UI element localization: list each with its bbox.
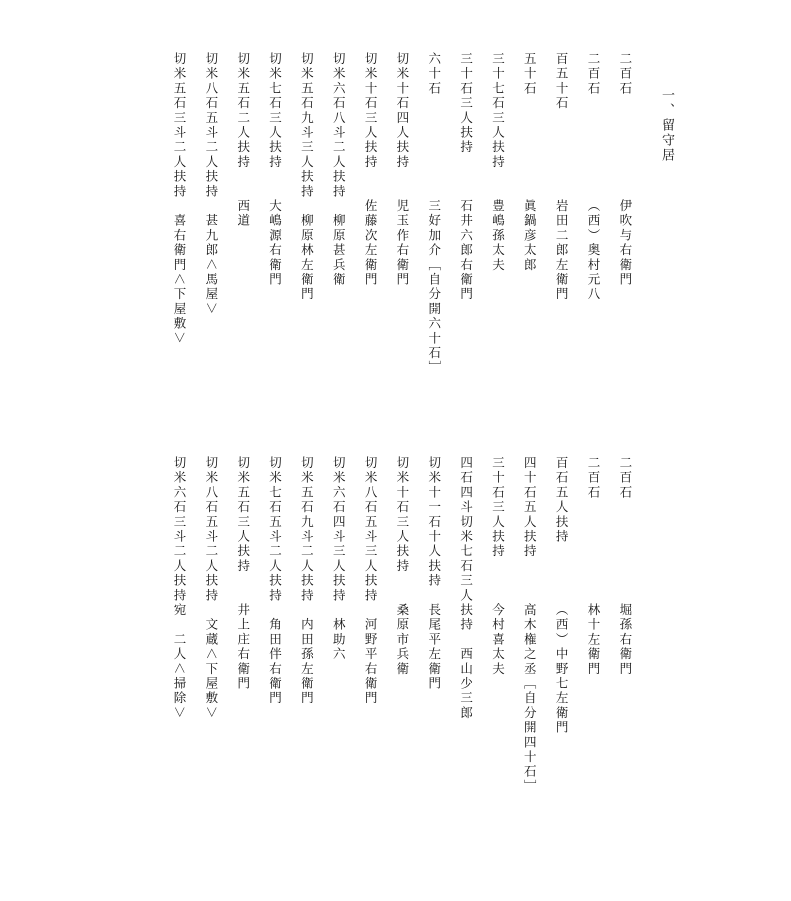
person-name: 文蔵＜下屋敷＞ — [203, 617, 219, 721]
stipend-amount: 切米六石四斗三人扶持 — [331, 456, 347, 603]
person-name: 河野平右衛門 — [363, 617, 379, 706]
stipend-amount: 二百石 — [585, 52, 601, 97]
roster-entry — [522, 456, 538, 795]
roster-entry — [268, 456, 282, 786]
roster-entry — [363, 52, 377, 382]
person-name: 大嶋源右衛門 — [267, 199, 283, 288]
person-name: 西山少三郎 — [458, 647, 474, 721]
roster-entry — [522, 52, 536, 382]
stipend-amount: 切米七石五斗二人扶持 — [267, 456, 283, 603]
person-name: 岩田二郎左衛門 — [554, 199, 570, 302]
stipend-amount: 切米七石三人扶持 — [267, 52, 283, 170]
roster-entry — [490, 52, 504, 382]
roster-entry — [490, 456, 504, 786]
person-name: 甚九郎＜馬屋＞ — [203, 213, 219, 317]
stipend-amount: 切米六石三斗二人扶持宛 — [172, 456, 187, 618]
person-name: 柳原甚兵衛 — [331, 213, 347, 288]
person-name: 石井六郎右衛門 — [458, 199, 474, 302]
stipend-amount: 切米五石九斗二人扶持 — [299, 456, 315, 603]
stipend-amount: 六十石 — [426, 52, 442, 97]
roster-entry — [363, 456, 377, 786]
person-name: 児玉作右衛門 — [394, 199, 410, 288]
stipend-amount: 切米五石三斗二人扶持 — [172, 52, 187, 199]
stipend-amount: 切米八石五斗二人扶持 — [203, 52, 219, 199]
stipend-amount: 三十七石三人扶持 — [490, 52, 506, 170]
person-name: （西）奥村元八 — [585, 199, 601, 302]
roster-entry — [395, 456, 409, 786]
roster-entry — [395, 52, 409, 382]
stipend-amount: 切米十石四人扶持 — [394, 52, 410, 170]
person-name: 三好加介［自分開六十石］ — [426, 199, 442, 376]
roster-entry — [299, 52, 313, 382]
stipend-amount: 切米十石三人扶持 — [363, 52, 379, 170]
roster-block-upper — [172, 52, 632, 382]
stipend-amount: 百石五人扶持 — [554, 456, 570, 545]
stipend-amount: 切米六石八斗二人扶持 — [331, 52, 347, 199]
person-name: 喜右衛門＜下屋敷＞ — [172, 213, 187, 346]
person-name: 西道 — [235, 199, 251, 229]
stipend-amount: 切米五石九斗三人扶持 — [299, 52, 315, 199]
stipend-amount: 三十石三人扶持 — [490, 456, 506, 559]
person-name: 二人＜掃除＞ — [172, 632, 187, 721]
roster-entry — [268, 52, 282, 382]
stipend-amount: 五十石 — [522, 52, 538, 97]
roster-entry — [554, 52, 568, 382]
person-name: 佐藤次左衛門 — [363, 199, 379, 288]
stipend-amount: 二百石 — [585, 456, 601, 501]
stipend-amount: 切米十一石十人扶持 — [426, 456, 442, 589]
roster-entry — [586, 52, 600, 382]
stipend-amount: 百五十石 — [554, 52, 570, 111]
roster-entry — [586, 456, 600, 786]
stipend-amount: 切米十石三人扶持 — [394, 456, 410, 574]
roster-entry — [459, 456, 473, 786]
person-name: 長尾平左衛門 — [426, 603, 442, 692]
person-name: 眞鍋彦太郎 — [522, 199, 538, 273]
stipend-amount: 三十石三人扶持 — [458, 52, 474, 155]
roster-entry — [299, 456, 313, 786]
person-name: （西）中野七左衛門 — [554, 603, 570, 736]
roster-entry — [331, 456, 345, 786]
roster-entry — [204, 456, 218, 786]
section-heading: 一、留守居 — [659, 88, 674, 163]
person-name: 柳原林左衛門 — [299, 213, 315, 302]
stipend-amount: 二百石 — [617, 456, 633, 501]
person-name: 今村喜太夫 — [490, 603, 506, 677]
roster-entry — [331, 52, 345, 382]
roster-block-lower — [172, 456, 633, 795]
stipend-amount: 四石四斗切米七石三人扶持 — [458, 456, 474, 633]
person-name: 豊嶋孫太夫 — [490, 199, 506, 273]
roster-entry — [427, 456, 441, 786]
person-name: 伊吹与右衛門 — [617, 199, 633, 288]
person-name: 井上庄右衛門 — [235, 603, 251, 692]
stipend-amount: 二百石 — [617, 52, 633, 97]
person-name: 林助六 — [331, 617, 347, 662]
person-name: 高木権之丞［自分開四十石］ — [522, 603, 538, 795]
roster-entry — [172, 52, 186, 382]
person-name: 内田孫左衛門 — [299, 617, 315, 706]
roster-entry — [618, 52, 632, 382]
person-name: 桑原市兵衛 — [394, 603, 410, 677]
stipend-amount: 切米八石五斗二人扶持 — [203, 456, 219, 603]
person-name: 角田伴右衛門 — [267, 617, 283, 706]
stipend-amount: 四十石五人扶持 — [522, 456, 538, 559]
roster-entry — [427, 52, 441, 382]
roster-entry — [554, 456, 568, 786]
person-name: 堀孫右衛門 — [617, 603, 633, 677]
roster-entry — [459, 52, 473, 382]
roster-entry — [236, 52, 250, 382]
roster-entry — [618, 456, 632, 786]
stipend-amount: 切米五石三人扶持 — [235, 456, 251, 574]
roster-entry — [172, 456, 186, 786]
roster-entry — [236, 456, 250, 786]
person-name: 林十左衛門 — [585, 603, 601, 677]
stipend-amount: 切米八石五斗三人扶持 — [363, 456, 379, 603]
roster-entry — [204, 52, 218, 382]
stipend-amount: 切米五石二人扶持 — [235, 52, 251, 170]
